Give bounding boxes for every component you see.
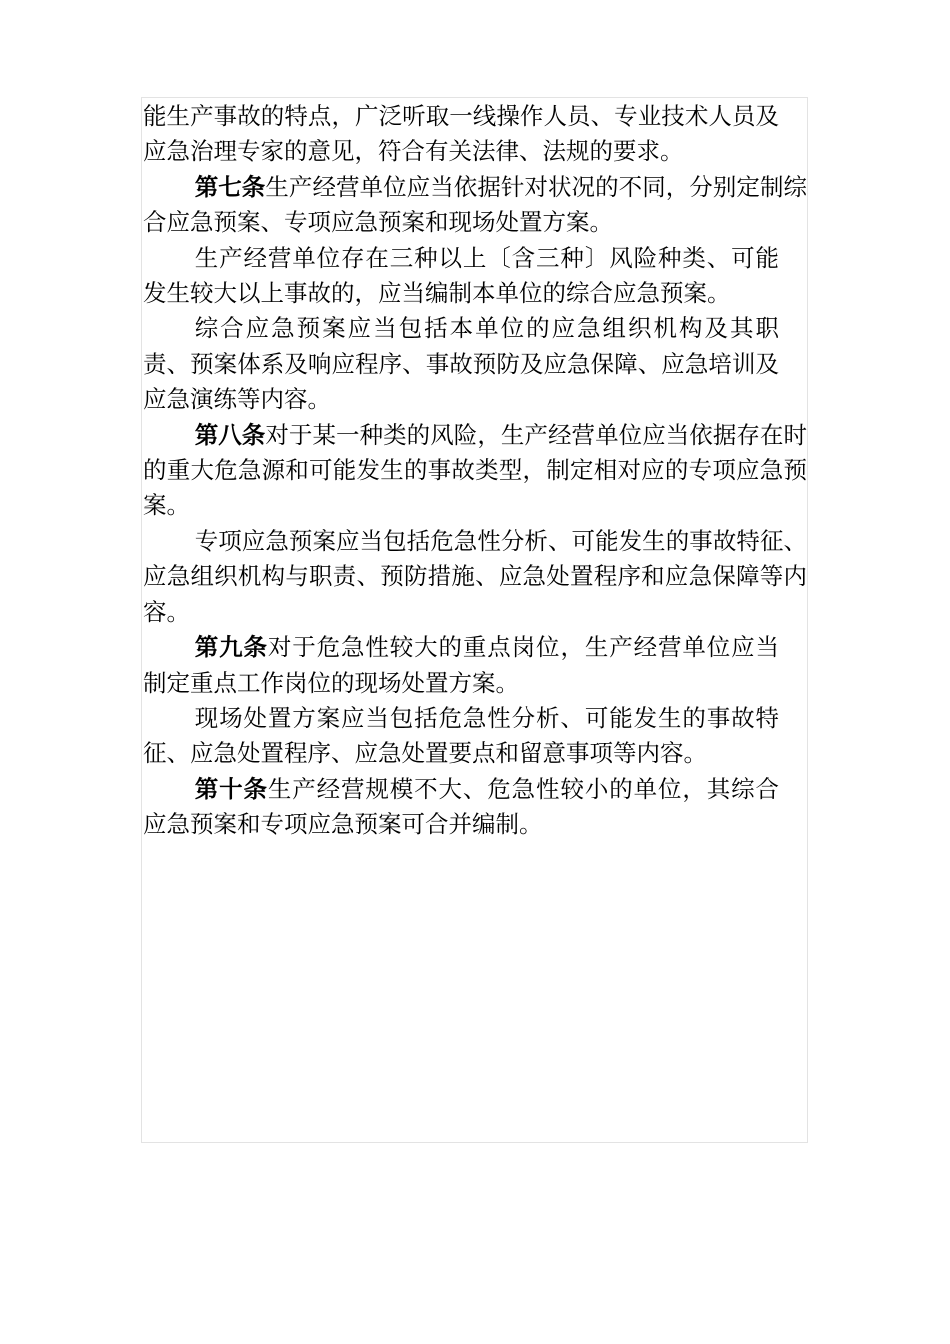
paragraph-6 xyxy=(143,524,807,630)
paragraph-article-10 xyxy=(143,772,779,843)
article-10-number: 第十条 xyxy=(194,774,268,803)
paragraph-8 xyxy=(143,701,779,772)
paragraph-article-9 xyxy=(143,630,779,701)
article-8-number: 第八条 xyxy=(194,420,266,449)
paragraph-4-text: 综合应急预案应当包括本单位的应急组织机构及其职责、预案体系及响应程序、事故预防及应急保障、应急培训及应急演练等内容。 xyxy=(143,314,779,414)
paragraph-1-text: 能生产事故的特点，广泛听取一线操作人员、专业技术人员及应急治理专家的意见，符合有关法律、法规的要求。 xyxy=(143,102,779,166)
paragraph-6-text: 专项应急预案应当包括危急性分析、可能发生的事故特征、应急组织机构与职责、预防措施、应急处置程序和应急保障等内容。 xyxy=(143,526,807,626)
paragraph-4 xyxy=(143,311,779,417)
paragraph-3-text: 生产经营单位存在三种以上〔含三种〕风险种类、可能发生较大以上事故的，应当编制本单位的综合应急预案。 xyxy=(143,243,779,308)
article-9-text: 对于危急性较大的重点岗位，生产经营单位应当制定重点工作岗位的现场处置方案。 xyxy=(143,633,780,697)
article-7-text: 生产经营单位应当依据针对状况的不同，分别定制综合应急预案、专项应急预案和现场处置方案。 xyxy=(143,172,808,237)
paragraph-8-text: 现场处置方案应当包括危急性分析、可能发生的事故特征、应急处置程序、应急处置要点和留意事项等内容。 xyxy=(143,703,779,768)
document-body xyxy=(143,99,807,843)
article-7-number: 第七条 xyxy=(194,172,266,201)
paragraph-3 xyxy=(143,241,779,312)
paragraph-article-7 xyxy=(143,170,807,241)
article-10-text: 生产经营规模不大、危急性较小的单位，其综合应急预案和专项应急预案可合并编制。 xyxy=(143,774,780,839)
article-9-number: 第九条 xyxy=(194,633,268,662)
paragraph-article-8 xyxy=(143,418,807,524)
article-8-text: 对于某一种类的风险，生产经营单位应当依据存在时的重大危急源和可能发生的事故类型，制定相对应的专项应急预案。 xyxy=(143,420,808,520)
paragraph-1 xyxy=(143,99,779,170)
